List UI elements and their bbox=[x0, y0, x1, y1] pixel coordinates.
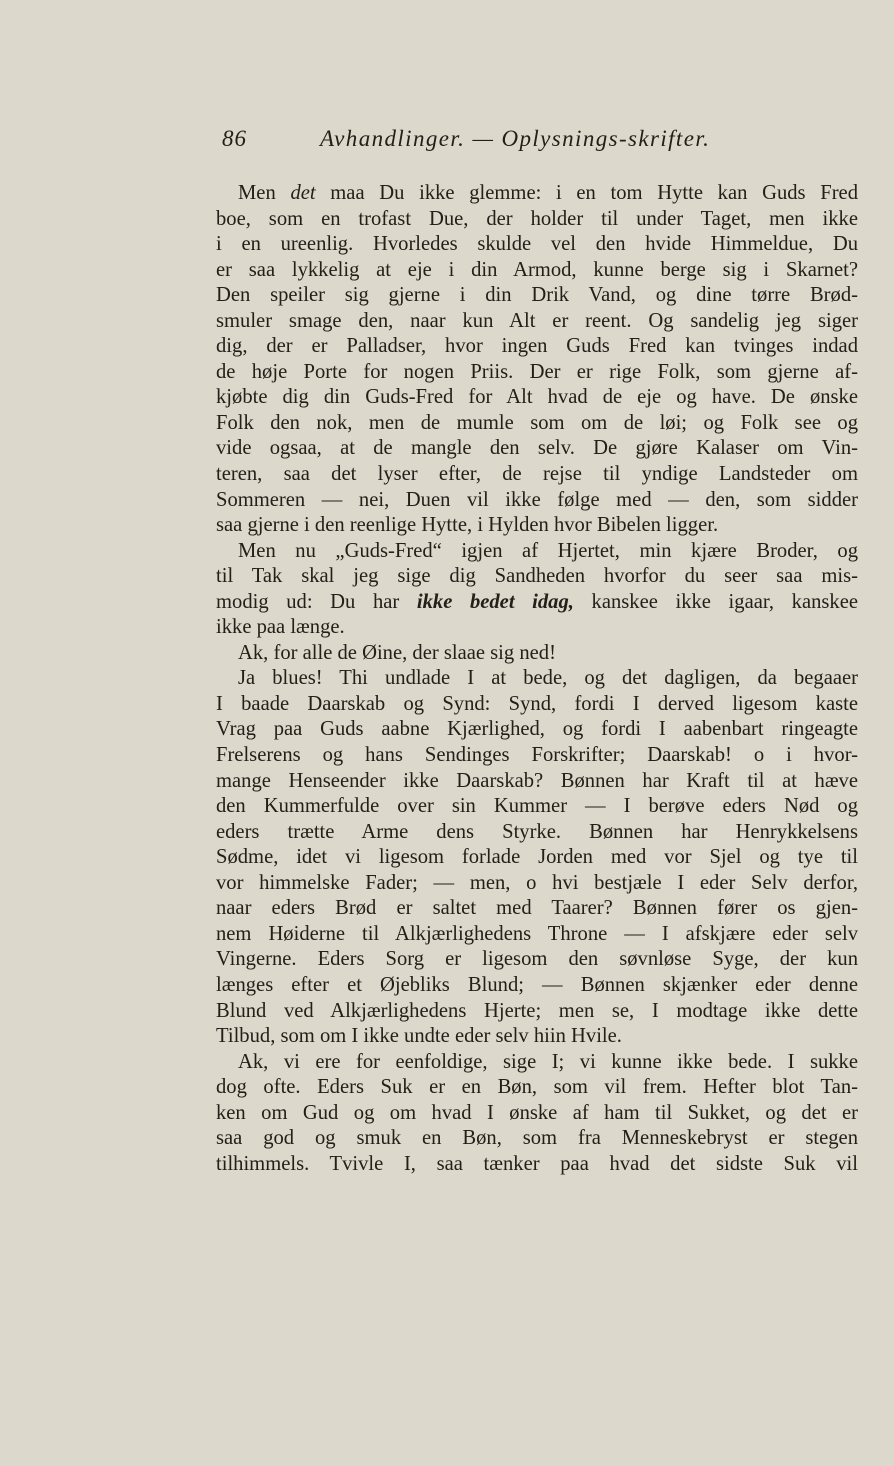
text-line: Sødme, idet vi ligesom forlade Jorden med vor Sjel og tye til bbox=[216, 846, 858, 869]
text-line: boe, som en trofast Due, der holder til under Taget, men ikke bbox=[216, 207, 858, 230]
text-line: dog ofte. Eders Suk er en Bøn, som vil frem. Hefter blot Tan- bbox=[216, 1076, 858, 1099]
page-number: 86 bbox=[222, 126, 247, 151]
text-line: kjøbte dig din Guds-Fred for Alt hvad de eje og have. De ønske bbox=[216, 386, 858, 409]
text-line: Tilbud, som om I ikke undte eder selv hiin Hvile. bbox=[216, 1025, 622, 1048]
text-line: til Tak skal jeg sige dig Sandheden hvorfor du seer saa mis- bbox=[216, 565, 858, 588]
text-line: modig ud: Du har ikke bedet idag, kanskee ikke igaar, kanskee bbox=[216, 590, 858, 613]
text-line: Frelserens og hans Sendinges Forskrifter; Daarskab! o i hvor- bbox=[216, 744, 858, 767]
text-line: vor himmelske Fader; — men, o hvi bestjæle I eder Selv derfor, bbox=[216, 871, 858, 894]
text-line: ikke paa længe. bbox=[216, 616, 345, 639]
text-line: den Kummerfulde over sin Kummer — I berøve eders Nød og bbox=[216, 795, 858, 818]
text-line: Den speiler sig gjerne i din Drik Vand, og dine tørre Brød- bbox=[216, 284, 858, 307]
text-line: de høje Porte for nogen Priis. Der er rige Folk, som gjerne af- bbox=[216, 360, 858, 383]
text-line: er saa lykkelig at eje i din Armod, kunne berge sig i Skarnet? bbox=[216, 258, 858, 281]
text-line: Vrag paa Guds aabne Kjærlighed, og fordi I aabenbart ringeagte bbox=[216, 718, 858, 741]
text-line: Folk den nok, men de mumle som om de løi; og Folk see og bbox=[216, 411, 858, 434]
text-line: Ak, vi ere for eenfoldige, sige I; vi kunne ikke bede. I sukke bbox=[238, 1050, 858, 1073]
text-line: dig, der er Palladser, hvor ingen Guds Fred kan tvinges indad bbox=[216, 335, 858, 358]
text-line: Men nu „Guds-Fred“ igjen af Hjertet, min kjære Broder, og bbox=[238, 539, 858, 562]
text-line: saa gjerne i den reenlige Hytte, i Hylden hvor Bibelen ligger. bbox=[216, 514, 719, 537]
running-title: Avhandlinger. — Oplysnings-skrifter. bbox=[320, 126, 711, 151]
text-line: Sommeren — nei, Duen vil ikke følge med — den, som sidder bbox=[216, 488, 858, 511]
text-line: tilhimmels. Tvivle I, saa tænker paa hvad det sidste Suk vil bbox=[216, 1152, 858, 1175]
text-line: Ak, for alle de Øine, der slaae sig ned! bbox=[238, 641, 556, 664]
text-line: vide ogsaa, at de mangle den selv. De gjøre Kalaser om Vin- bbox=[216, 437, 858, 460]
running-header bbox=[222, 126, 862, 158]
text-line: Blund ved Alkjærlighedens Hjerte; men se, I modtage ikke dette bbox=[216, 999, 858, 1022]
text-line: saa god og smuk en Bøn, som fra Menneskebryst er stegen bbox=[216, 1127, 858, 1150]
text-line: Ja blues! Thi undlade I at bede, og det dagligen, da begaaer bbox=[238, 667, 858, 690]
emphasis: ikke bedet idag, bbox=[416, 590, 574, 613]
text-line: smuler smage den, naar kun Alt er reent. Og sandelig jeg siger bbox=[216, 309, 858, 332]
body-text bbox=[216, 181, 858, 1177]
text-line: Men det maa Du ikke glemme: i en tom Hytte kan Guds Fred bbox=[238, 182, 858, 204]
text-line: I baade Daarskab og Synd: Synd, fordi I derved ligesom kaste bbox=[216, 692, 858, 715]
text-line: i en ureenlig. Hvorledes skulde vel den hvide Himmeldue, Du bbox=[216, 233, 858, 256]
text-line: mange Henseender ikke Daarskab? Bønnen har Kraft til at hæve bbox=[216, 769, 858, 792]
text-line: eders trætte Arme dens Styrke. Bønnen har Henrykkelsens bbox=[216, 820, 858, 843]
text-line: Vingerne. Eders Sorg er ligesom den søvnløse Syge, der kun bbox=[216, 948, 858, 971]
text-line: ken om Gud og om hvad I ønske af ham til Sukket, og det er bbox=[216, 1101, 858, 1124]
emphasis: det bbox=[290, 182, 316, 204]
text-line: naar eders Brød er saltet med Taarer? Bønnen fører os gjen- bbox=[216, 897, 858, 920]
text-line: længes efter et Øjebliks Blund; — Bønnen skjænker eder denne bbox=[216, 973, 858, 996]
text-line: teren, saa det lyser efter, de rejse til yndige Landsteder om bbox=[216, 463, 858, 486]
text-line: nem Høiderne til Alkjærlighedens Throne — I afskjære eder selv bbox=[216, 922, 858, 945]
